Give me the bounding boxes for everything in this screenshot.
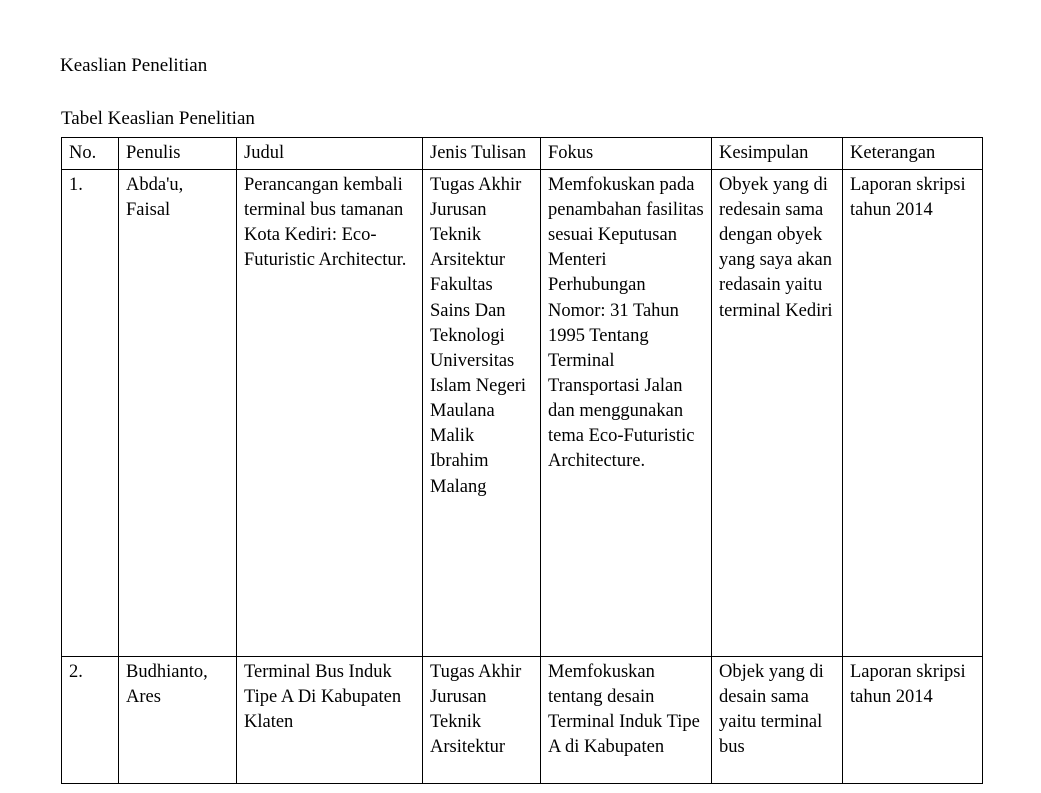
cell-no: 1. [62,169,119,656]
cell-penulis: Budhianto, Ares [119,656,237,783]
cell-jenis: Tugas Akhir Jurusan Teknik Arsitektur Fakultas Sains Dan Teknologi Universitas Islam Negeri Maulana Malik Ibrahim Malang [423,169,541,656]
cell-judul: Terminal Bus Induk Tipe A Di Kabupaten Klaten [237,656,423,783]
table-header-fokus: Fokus [541,137,712,169]
table-header-kesimpulan: Kesimpulan [712,137,843,169]
table-row [62,656,983,783]
table-row [62,169,983,656]
cell-jenis: Tugas Akhir Jurusan Teknik Arsitektur [423,656,541,783]
table-header-row [62,137,983,169]
cell-fokus: Memfokuskan tentang desain Terminal Induk Tipe A di Kabupaten [541,656,712,783]
cell-penulis: Abda'u, Faisal [119,169,237,656]
cell-no: 2. [62,656,119,783]
research-table [61,137,983,784]
cell-judul: Perancangan kembali terminal bus tamanan Kota Kediri: Eco-Futuristic Architectur. [237,169,423,656]
cell-kesimpulan: Objek yang di desain sama yaitu terminal bus [712,656,843,783]
table-header-jenis: Jenis Tulisan [423,137,541,169]
table-header-judul: Judul [237,137,423,169]
table-header-penulis: Penulis [119,137,237,169]
table-header-no: No. [62,137,119,169]
cell-keterangan: Laporan skripsi tahun 2014 [843,656,983,783]
table-caption: Tabel Keaslian Penelitian [61,107,255,129]
cell-kesimpulan: Obyek yang di redesain sama dengan obyek yang saya akan redasain yaitu terminal Kediri [712,169,843,656]
section-heading: Keaslian Penelitian [60,55,208,76]
table-header-keterangan: Keterangan [843,137,983,169]
cell-keterangan: Laporan skripsi tahun 2014 [843,169,983,656]
cell-fokus: Memfokuskan pada penambahan fasilitas sesuai Keputusan Menteri Perhubungan Nomor: 31 Tahun 1995 Tentang Terminal Transportasi Jalan dan menggunakan tema Eco-Futuristic Architecture. [541,169,712,656]
